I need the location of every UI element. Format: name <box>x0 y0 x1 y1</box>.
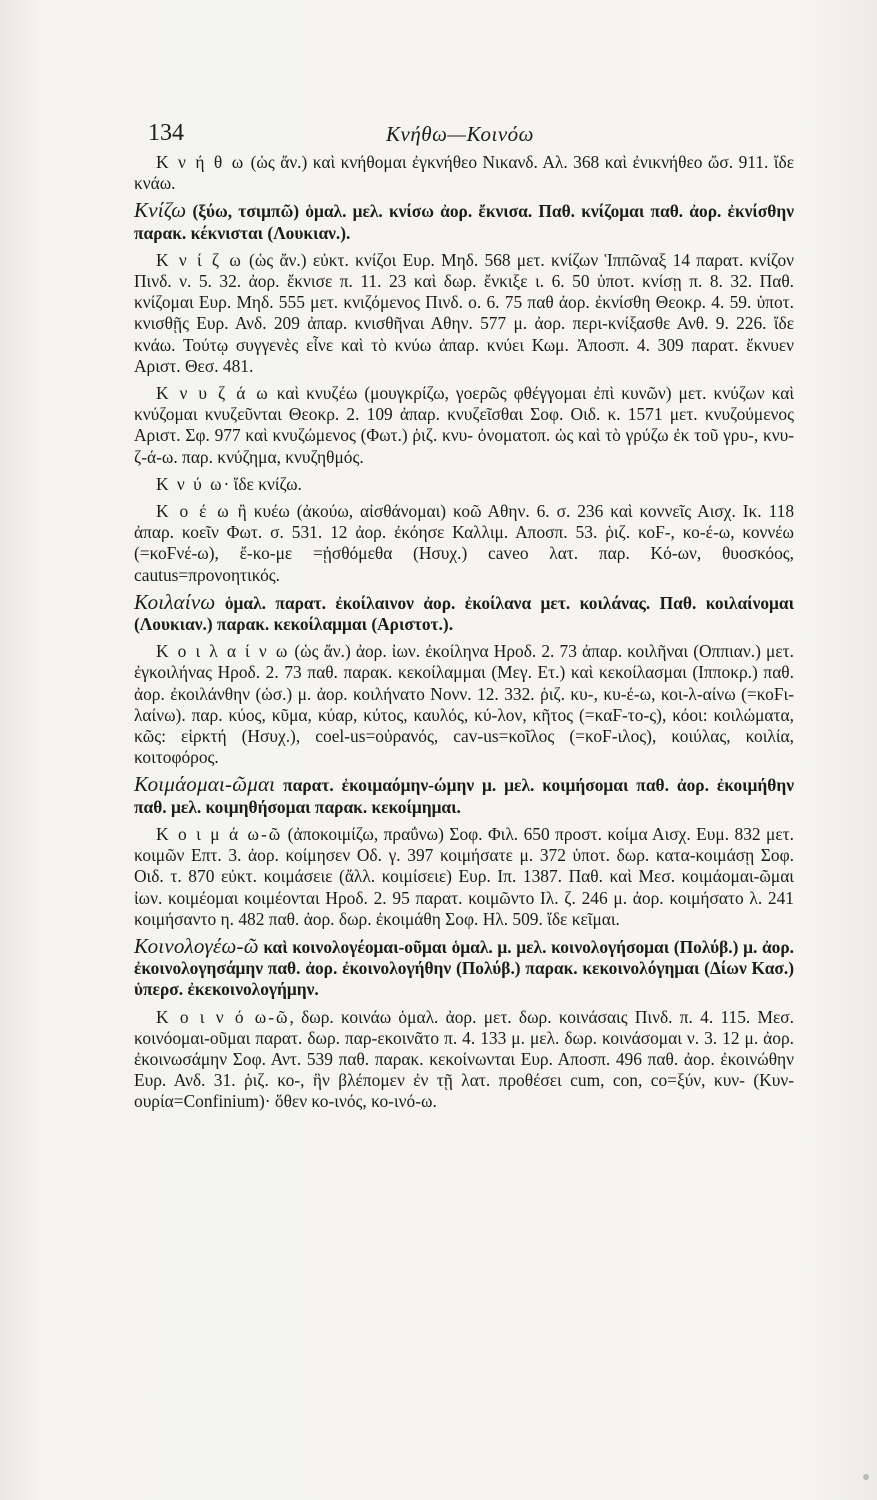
entry-lemma: Κ ο ι λ α ί ν ω <box>156 641 290 662</box>
entry-lemma: Κ ο έ ω <box>156 501 231 522</box>
dictionary-entry-knuzao <box>134 383 794 468</box>
entry-lemma: Κ ο ι ν ό ω-ῶ <box>156 1006 290 1027</box>
dictionary-entry-knetho <box>134 152 794 194</box>
entry-lemma: Κ ο ι μ ά ω-ῶ <box>156 823 283 844</box>
dictionary-entry-koeo <box>134 501 794 586</box>
page-header <box>140 120 780 154</box>
entry-text: ὁμαλ. παρατ. ἐκοίλαινον ἀορ. ἐκοίλανα μετ. κοιλάνας. Παθ. κοιλαίνομαι (Λουκιαν.) παρακ. κεκοίλαμμαι (Αριστοτ.). <box>134 592 794 635</box>
page-number: 134 <box>148 120 184 146</box>
entry-text: παρατ. ἐκοιμαόμην-ώμην μ. μελ. κοιμήσομαι παθ. ἀορ. ἐκοιμήθην παθ. μελ. κοιμηθήσομαι παρακ. κεκοίμημαι. <box>134 775 794 817</box>
entry-text: , δωρ. κοινάω ὁμαλ. ἀορ. μετ. δωρ. κοινάσαις Πινδ. π. 4. 115. Μεσ. κοινόομαι-οῦμαι παρατ. δωρ. παρ-εκοινᾶτο π. 4. 133 μ. μελ. δωρ. κοινάσομαι ν. 3. 12 μ. ἀορ. ἐκοινωσάμην Σοφ. Αντ. 539 παθ. παρακ. κεκοίνωνται Ευρ. Αποσπ. 496 παθ. ἀορ. ἐκοινώθην Ευρ. Ανδ. 31. ῥιζ. κο-, ἣν βλέπομεν ἐν τῇ λατ. προθέσει cum, con, co=ξύν, κυν- (Κυν-ουρία=Confinium)· ὅθεν κο-ινός, κο-ινό-ω. <box>134 1006 794 1112</box>
dictionary-entry-koinologeo-main <box>134 933 794 1001</box>
entry-lemma: Κ ν υ ζ ά ω <box>156 383 270 404</box>
dictionary-entry-koimaomai-main <box>134 774 794 817</box>
running-title: Κνήθω—Κοινόω <box>386 122 534 146</box>
entry-lemma: Κοιλαίνω <box>134 589 216 614</box>
dictionary-entry-knizo-sub <box>134 250 794 377</box>
dictionary-entry-koimao-sub <box>134 824 794 930</box>
dictionary-entry-koilaino-main <box>134 589 794 635</box>
entry-text: (ὡς ἄν.) ἀορ. ἰων. ἐκοίληνα Ηροδ. 2. 73 ἀπαρ. κοιλῆναι (Οππιαν.) μετ. ἐγκοιλήνας Ηροδ. 2. 73 παθ. παρακ. κεκοίλαμμαι (Μεγ. Ετ.) καὶ κεκοίλασμαι (Ιπποκρ.) παθ. ἀορ. ἐκοιλάνθην (ὡσ.) μ. ἀορ. κοιλήνατο Νονν. 12. 332. ῥιζ. κυ-, κυ-έ-ω, κοι-λ-αίνω (=κοϜι-λαίνω). παρ. κύος, κῦμα, κύαρ, κύτος, καυλός, κύ-λον, κῆτος (=καϜ-το-ς), κόοι: κοιλώματα, κῶς: εἱρκτή (Ησυχ.), coel-us=οὐρανός, cav-us=κοῖλος (=κοϜ-ιλος), κοιύλας, κοιλία, κοιτοφόρος. <box>134 641 794 768</box>
entry-text: ἢ κυέω (ἀκούω, αἰσθάνομαι) κοῶ Αθην. 6. σ. 236 καὶ κοννεῖς Αισχ. Ικ. 118 ἀπαρ. κοεῖν Φωτ. σ. 531. 12 ἀορ. ἐκόησε Καλλιμ. Αποσπ. 53. ῥιζ. κοϜ-, κο-έ-ω, κοννέω (=κοϜνέ-ω), ἔ-κο-με =ᾐσθόμεθα (Ησυχ.) caveo λατ. παρ. Κό-ων, θυοσκόος, cautus=προνοητικός. <box>134 501 795 585</box>
entry-text: καὶ κνυζέω (μουγκρίζω, γοερῶς φθέγγομαι ἐπὶ κυνῶν) μετ. κνύζων καὶ κνύζομαι κνυζεῦνται Θεοκρ. 2. 109 ἀπαρ. κνυζεῖσθαι Σοφ. Οιδ. κ. 1571 μετ. κνυζούμενος Αριστ. Σφ. 977 καὶ κνυζώμενος (Φωτ.) ῥιζ. κνυ- ὀνοματοπ. ὡς καὶ τὸ γρύζω ἐκ τοῦ γρυ-, κνυ-ζ-ά-ω. παρ. κνύζημα, κνυζηθμός. <box>134 383 795 467</box>
ink-spot <box>863 1474 869 1480</box>
entry-lemma: Κνίζω <box>134 198 187 223</box>
entry-text: (ἀποκοιμίζω, πραΰνω) Σοφ. Φιλ. 650 προστ. κοίμα Αισχ. Ευμ. 832 μετ. κοιμῶν Επτ. 3. ἀορ. κοίμησεν Οδ. γ. 397 κοιμήσατε μ. 372 ὑποτ. δωρ. κατα-κοιμάσῃ Σοφ. Οιδ. τ. 870 εὐκτ. κοιμάσειε (ἄλλ. κοιμίσειε) Ευρ. Ιπ. 1387. Παθ. καὶ Μεσ. κοιμάομαι-ῶμαι ἰων. κοιμέομαι κοιμέονται Ηροδ. 2. 95 παρατ. κοιμῶντο Ιλ. ζ. 246 μ. ἀορ. κοιμήσατο λ. 241 κοιμήσαντο η. 482 παθ. ἀορ. δωρ. ἐκοιμάθη Σοφ. Ηλ. 509. ἴδε κεῖμαι. <box>134 823 794 929</box>
entry-text: (ὡς ἄν.) εὐκτ. κνίζοι Ευρ. Μηδ. 568 μετ. κνίζων Ἱππῶναξ 14 παρατ. κνίζον Πινδ. ν. 5. 32. ἀορ. ἔκνισε π. 11. 23 καὶ δωρ. ἔνκιξε ι. 6. 50 ὑποτ. κνίσῃ π. 8. 32. Παθ. κνίζομαι Ευρ. Μηδ. 555 μετ. κνιζόμενος Πινδ. ο. 6. 75 παθ ἀορ. ἐκνίσθη Θεοκρ. 4. 59. ὑποτ. κνισθῇς Ευρ. Ανδ. 209 ἀπαρ. κνισθῆναι Αθην. 577 μ. ἀορ. περι-κνίξασθε Ανθ. 9. 226. ἴδε κνάω. Τούτῳ συγγενὲς εἶνε καὶ τὸ κνύω ἀπαρ. κνύει Κωμ. Ἀποσπ. 4. 309 παρατ. ἔκνυεν Αριστ. Θεσ. 481. <box>134 249 794 376</box>
dictionary-entry-koilaino-sub <box>134 641 794 768</box>
entries-column <box>134 152 794 1119</box>
entry-lemma: Κ ν ή θ ω <box>156 152 246 172</box>
entry-text: · ἴδε κνίζω. <box>223 473 302 494</box>
dictionary-entry-knizo-main <box>134 200 794 243</box>
dictionary-entry-koinoo-sub <box>134 1007 794 1113</box>
entry-lemma: Κοινολογέω-ῶ <box>134 933 259 958</box>
entry-text: (ὡς ἄν.) καὶ κνήθομαι ἐγκνήθεο Νικανδ. Αλ. 368 καὶ ἐνικνήθεο ὤσ. 911. ἴδε κνάω. <box>134 152 794 194</box>
entry-lemma: Κ ν ύ ω <box>156 473 224 494</box>
entry-lemma: Κ ν ί ζ ω <box>156 249 243 270</box>
entry-text: καὶ κοινολογέομαι-οῦμαι ὁμαλ. μ. μελ. κοινολογήσομαι (Πολύβ.) μ. ἀορ. ἐκοινολογησάμην παθ. ἀορ. ἐκοινολογήθην (Πολύβ.) παρακ. κεκοινολόγημαι (Δίων Κασ.) ὑπερσ. ἐκεκοινολογήμην. <box>134 936 794 1000</box>
dictionary-entry-knuo <box>134 474 794 495</box>
entry-text: (ξύω, τσιμπῶ) ὁμαλ. μελ. κνίσω ἀορ. ἔκνισα. Παθ. κνίζομαι παθ. ἀορ. ἐκνίσθην παρακ. κέκνισται (Λουκιαν.). <box>134 201 794 243</box>
entry-lemma: Κοιμάομαι-ῶμαι <box>134 772 276 797</box>
